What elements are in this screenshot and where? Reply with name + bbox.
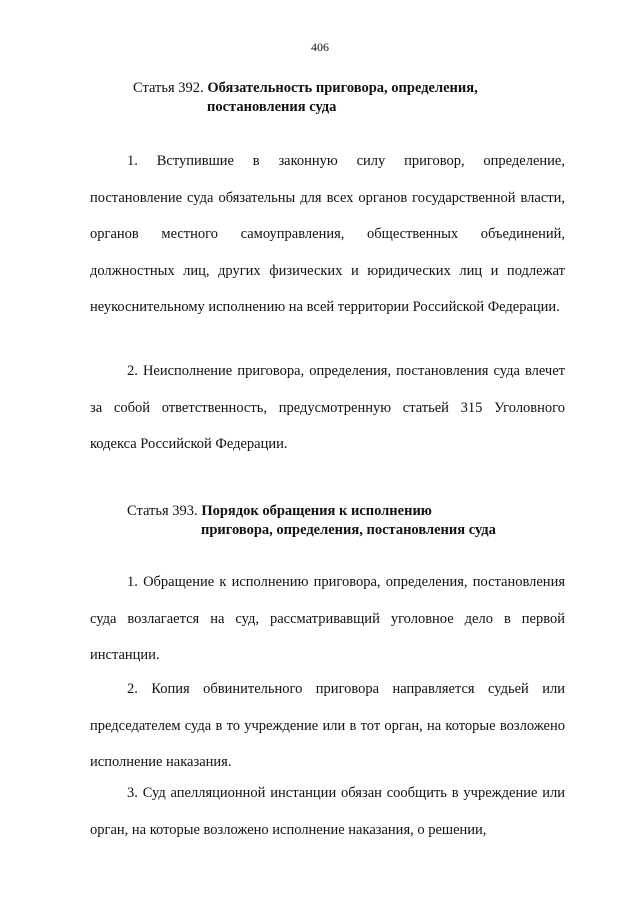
article-393-paragraph-2: 2. Копия обвинительного приговора направляется судьей или председателем суда в то учреждение или в тот орган, на которые возложено исполнение наказания.	[90, 681, 565, 770]
page-number: 406	[311, 40, 329, 54]
article-392-title-line1: Обязательность приговора, определения,	[207, 80, 478, 96]
article-392-paragraph-1: 1. Вступившие в законную силу приговор, определение, постановление суда обязательны для всех органов государственной власти, органов местного самоуправления, общественных объединений, должностных лиц, других физических и юридических лиц и подлежат неукоснительному исполнению на всей территории Российской Федерации.	[90, 153, 565, 315]
article-392-paragraph-2: 2. Неисполнение приговора, определения, постановления суда влечет за собой ответственность, предусмотренную статьей 315 Уголовного кодекса Российской Федерации.	[90, 363, 565, 452]
article-393-paragraph-3: 3. Суд апелляционной инстанции обязан сообщить в учреждение или орган, на которые возложено исполнение наказания, о решении,	[90, 785, 565, 838]
article-392-heading	[133, 79, 478, 117]
article-392-number: Статья 392.	[133, 80, 204, 96]
article-393-paragraph-1: 1. Обращение к исполнению приговора, определения, постановления суда возлагается на суд, рассматривавщий уголовное дело в первой инстанции.	[90, 574, 565, 663]
article-393-number: Статья 393.	[127, 503, 198, 519]
article-393-title-line2: приговора, определения, постановления суда	[201, 522, 496, 538]
article-392-title-line2: постановления суда	[207, 99, 337, 115]
article-393-heading	[127, 502, 496, 540]
article-393-title-line1: Порядок обращения к исполнению	[201, 503, 432, 519]
